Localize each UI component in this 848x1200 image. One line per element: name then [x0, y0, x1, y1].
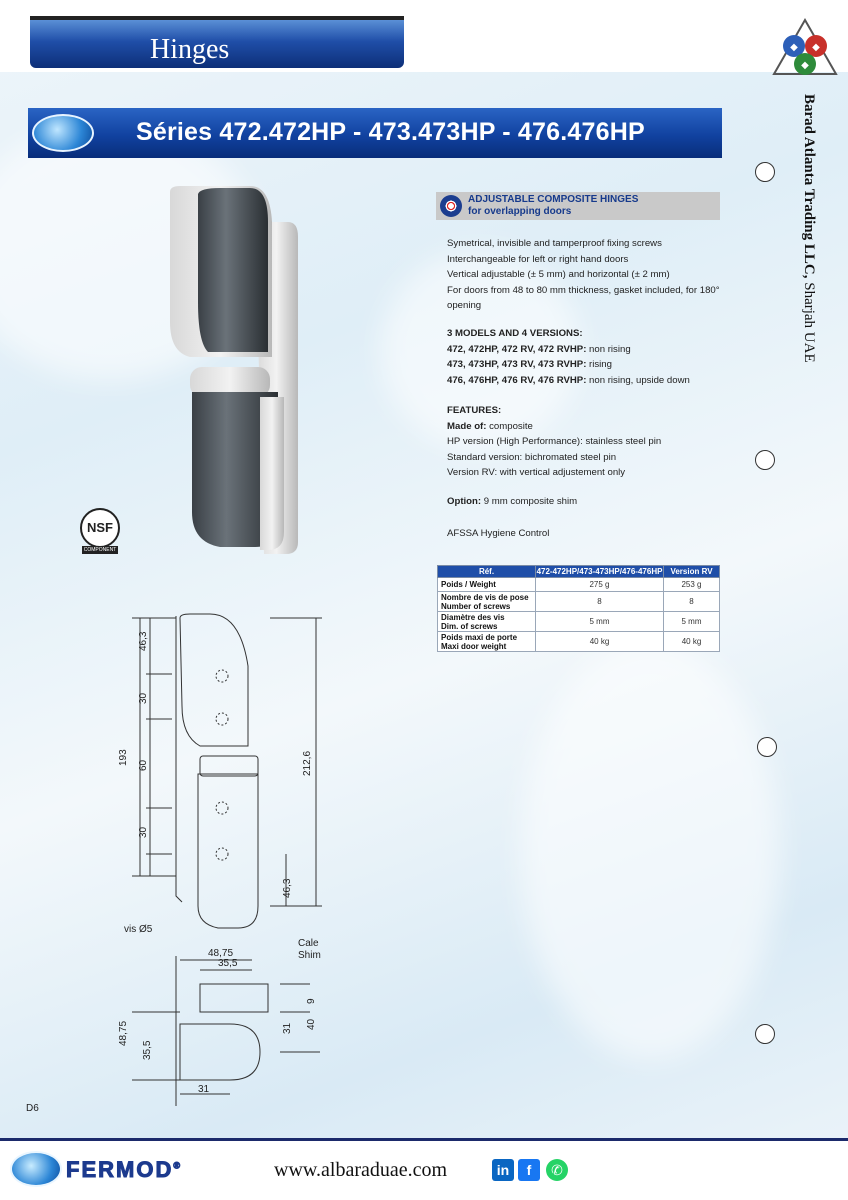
section-tab — [30, 16, 404, 68]
total-height-left: 193 — [118, 749, 129, 766]
section-title: Hinges — [150, 34, 230, 65]
linkedin-icon[interactable]: in — [492, 1159, 514, 1181]
dim-label: 30 — [138, 826, 149, 838]
table-row: Diamètre des vis Dim. of screws 5 mm 5 mm — [438, 612, 720, 632]
info-header — [436, 192, 720, 220]
screw-label: vis Ø5 — [124, 924, 153, 935]
facebook-icon[interactable]: f — [518, 1159, 540, 1181]
svg-text:◆: ◆ — [790, 42, 798, 53]
whatsapp-icon[interactable]: ✆ — [546, 1159, 568, 1181]
hygiene-line: AFSSA Hygiene Control — [447, 528, 550, 539]
nsf-component-tag: COMPONENT — [83, 547, 117, 553]
dim-label: 46,3 — [138, 631, 149, 651]
features-block: FEATURES: Made of: composite HP version (High Performance): stainless steel pin Standard version: bichromated steel pin Version RV: with vertical adjustement only — [447, 405, 662, 479]
series-title: Séries 472.472HP - 473.473HP - 476.476HP — [136, 118, 645, 146]
footer — [0, 1141, 848, 1200]
table-header-row: Réf. 472-472HP/473-473HP/476-476HP Version RV — [438, 566, 720, 578]
hinge-product-image — [160, 182, 310, 562]
table-row: Poids maxi de porte Maxi door weight 40 kg 40 kg — [438, 632, 720, 652]
shim-label-fr: Cale — [298, 938, 319, 949]
info-header-title: ADJUSTABLE COMPOSITE HINGES for overlapping doors — [468, 194, 639, 217]
binder-hole — [755, 1024, 775, 1044]
spec-table — [437, 565, 720, 652]
fermod-logo-icon — [10, 1151, 62, 1187]
ice-texture — [520, 640, 780, 1060]
shim-label-en: Shim — [298, 950, 321, 961]
models-block: 3 MODELS AND 4 VERSIONS: 472, 472HP, 472 RV, 472 RVHP: non rising 473, 473HP, 473 RV, 473 RVHP: rising 476, 476HP, 476 RV, 476 RVHP: non rising, upside down — [447, 328, 690, 386]
fermod-badge-icon — [32, 114, 94, 152]
svg-text:◆: ◆ — [801, 60, 809, 71]
dim-label: 60 — [138, 759, 149, 771]
svg-text:◆: ◆ — [812, 42, 820, 53]
total-height-right: 212,6 — [302, 750, 313, 776]
table-row: Poids / Weight 275 g 253 g — [438, 578, 720, 592]
website-link[interactable]: www.albaraduae.com — [274, 1159, 448, 1181]
side-dim: 31 — [282, 1022, 293, 1034]
series-banner — [28, 108, 722, 158]
features-list: Symetrical, invisible and tamperproof fixing screws Interchangeable for left or right hand doors Vertical adjustable (± 5 mm) and horizontal (± 2 mm) For doors from 48 to 80 mm thickness, gasket included, for 180° opening — [447, 238, 720, 312]
width-dim: 48,75 — [208, 948, 234, 959]
side-dim: 9 — [306, 998, 317, 1004]
technical-drawing — [110, 606, 440, 1106]
dim-label: 30 — [138, 692, 149, 704]
uk-flag-icon — [440, 195, 462, 217]
bottom-dim: 31 — [198, 1084, 210, 1095]
left-dim: 48,75 — [118, 1020, 129, 1046]
left-dim: 35,5 — [142, 1040, 153, 1060]
width-dim: 35,5 — [218, 958, 238, 969]
binder-hole — [755, 450, 775, 470]
table-row: Nombre de vis de pose Number of screws 8 8 — [438, 592, 720, 612]
option-line: Option: 9 mm composite shim — [447, 496, 578, 507]
dim-label: 46,3 — [282, 878, 293, 898]
nsf-badge: NSF — [80, 508, 120, 548]
binder-hole — [757, 737, 777, 757]
side-dim: 40 — [306, 1018, 317, 1030]
company-sidebar-text: Barad Atlanta Trading LLC, Sharjah UAE — [801, 94, 817, 363]
company-logo — [772, 18, 838, 88]
binder-hole — [755, 162, 775, 182]
page-number: D6 — [26, 1103, 39, 1114]
fermod-wordmark: FERMOD® — [66, 1157, 182, 1182]
